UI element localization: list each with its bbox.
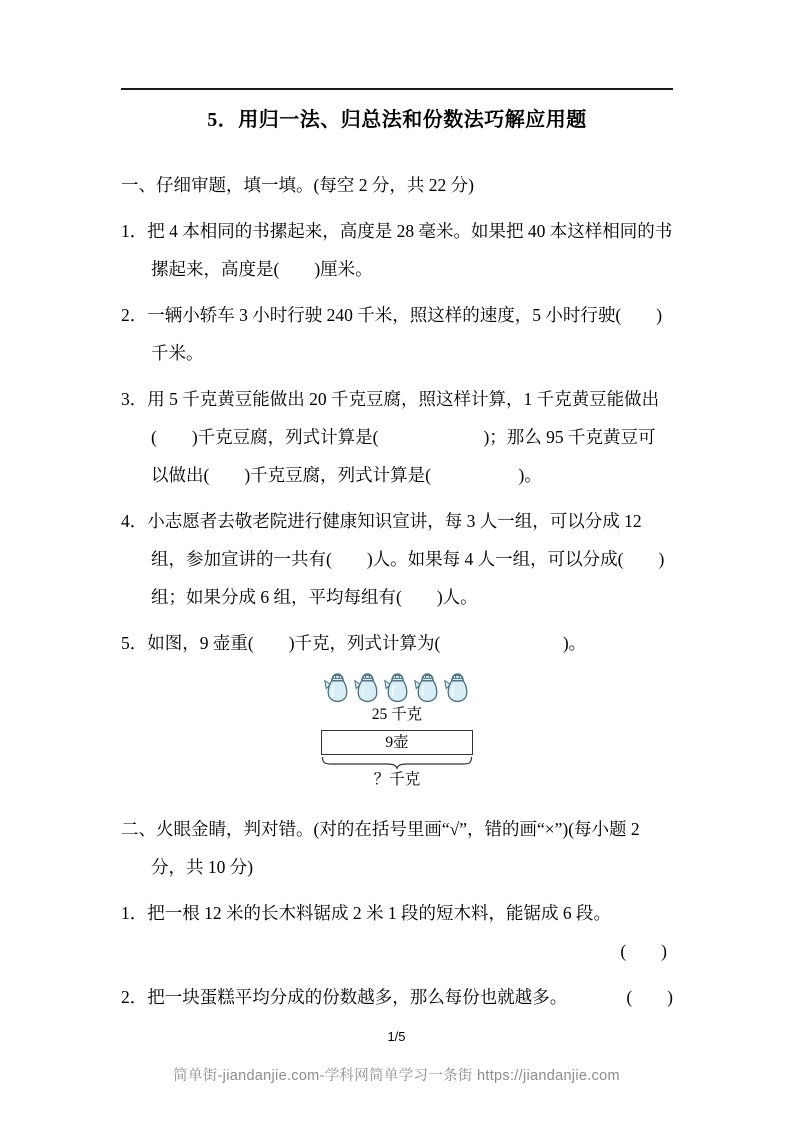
underbrace-wrap [302, 756, 492, 769]
judge-question-1: 1．把一根 12 米的长木料锯成 2 米 1 段的短木料，能锯成 6 段。 [121, 903, 611, 923]
nine-kettles-box-label: 9壶 [385, 734, 409, 751]
underbrace-icon [321, 756, 473, 769]
nine-kettles-box [321, 730, 473, 755]
section1-header: 一、仔细审题，填一填。(每空 2 分，共 22 分) [121, 175, 474, 195]
kettle-icon [413, 668, 442, 704]
judge-question-2 [121, 978, 673, 1016]
worksheet-page [121, 0, 673, 1016]
question-2: 2．一辆小轿车 3 小时行驶 240 千米，照这样的速度，5 小时行驶( )千米。 [121, 305, 663, 363]
question-4: 4．小志愿者去敬老院进行健康知识宣讲，每 3 人一组，可以分成 12 组，参加宣讲的一共有( )人。如果每 4 人一组，可以分成( )组；如果分成 6 组，平均每组有( )人。 [121, 511, 665, 607]
kettles-weight-label: 25 千克 [371, 706, 423, 723]
header-rule [121, 88, 673, 90]
judge-question-1-blank: ( ) [620, 941, 667, 961]
page-title: 5．用归一法、归总法和份数法巧解应用题 [207, 109, 587, 131]
kettle-row [302, 668, 492, 704]
question5-figure [302, 668, 492, 790]
unknown-weight-label: ？千克 [373, 771, 421, 788]
judge-question-2-blank: ( ) [626, 987, 673, 1007]
kettle-icon [353, 668, 382, 704]
footer-watermark: 简单街-jiandanjie.com-学科网简单学习一条街 https://jiandanjie.com [173, 1068, 620, 1084]
kettle-icon [323, 668, 352, 704]
page-number: 1/5 [387, 1029, 406, 1044]
judge-question-2-text: 2．把一块蛋糕平均分成的份数越多，那么每份也就越多。 [121, 987, 568, 1007]
kettle-icon [383, 668, 412, 704]
section2-header: 二、火眼金睛，判对错。(对的在括号里画“√”，错的画“×”)(每小题 2 分，共 10 分) [121, 819, 640, 877]
kettle-icon [443, 668, 472, 704]
question-1: 1．把 4 本相同的书摞起来，高度是 28 毫米。如果把 40 本这样相同的书摞起来，高度是( )厘米。 [121, 221, 673, 279]
question-5: 5．如图，9 壶重( )千克，列式计算为( )。 [121, 633, 587, 653]
question-3: 3．用 5 千克黄豆能做出 20 千克豆腐，照这样计算，1 千克黄豆能做出( )千克豆腐，列式计算是( )；那么 95 千克黄豆可以做出( )千克豆腐，列式计算是( )。 [121, 389, 660, 485]
